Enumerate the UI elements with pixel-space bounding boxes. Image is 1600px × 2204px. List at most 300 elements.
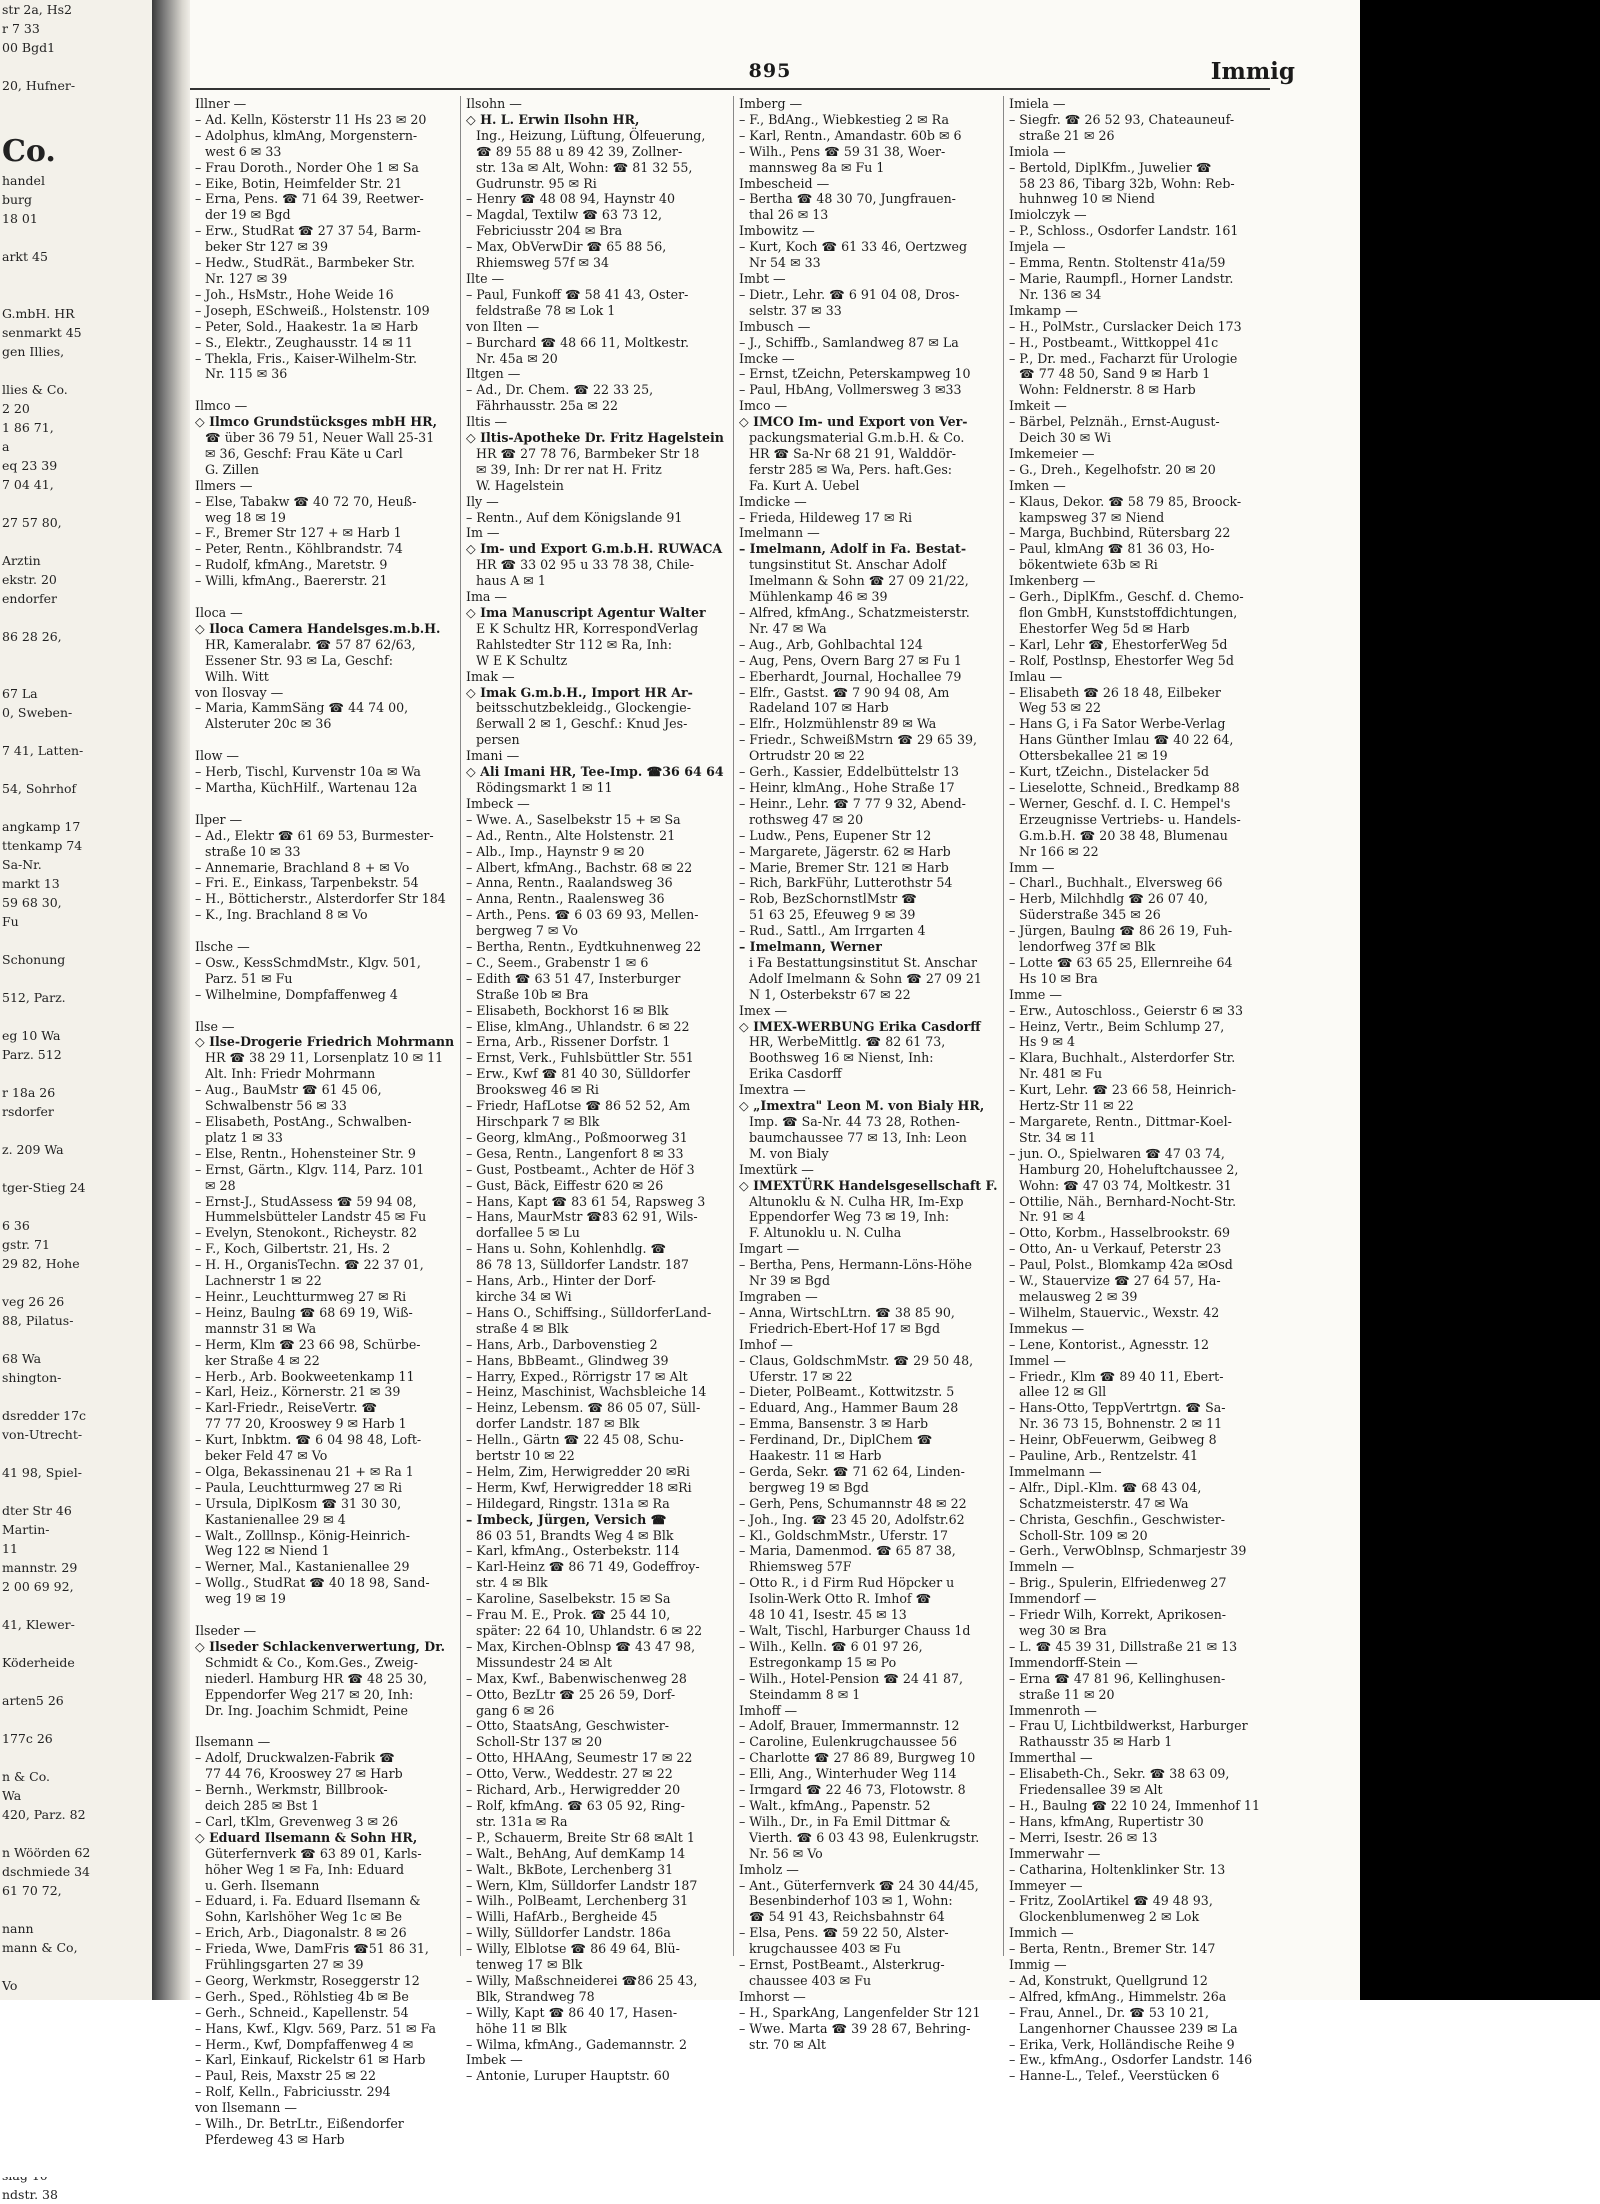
directory-entry-line: – Elisabeth ☎ 26 18 48, Eilbeker — [1009, 684, 1221, 700]
directory-entry-line: 48 10 41, Isestr. 45 ✉ 13 — [749, 1607, 907, 1623]
directory-entry-line: u. Gerh. Ilsemann — [205, 1877, 320, 1893]
previous-page-line: 2 20 — [2, 401, 30, 416]
directory-entry-line: – Peter, Sold., Haakestr. 1a ✉ Harb — [195, 318, 419, 334]
directory-entry-line: Imex — — [739, 1002, 788, 1018]
directory-entry-line: – H., SparkAng, Langenfelder Str 121 — [739, 2004, 981, 2020]
directory-entry-line: ☎ über 36 79 51, Neuer Wall 25-31 — [205, 430, 435, 446]
directory-entry-line: – Gerh., Sped., Röhlstieg 4b ✉ Be — [195, 1988, 409, 2004]
previous-page-line: ndstr. 38 — [2, 2187, 58, 2202]
directory-entry-line: – Bertha ☎ 48 30 70, Jungfrauen- — [739, 191, 956, 207]
directory-entry-line: – H., Postbeamt., Wittkoppel 41c — [1009, 334, 1219, 350]
directory-entry-line: – Kurt, tZeichn., Distelacker 5d — [1009, 764, 1210, 780]
previous-page-line: 86 28 26, — [2, 629, 62, 644]
directory-entry-line: weg 19 ✉ 19 — [205, 1591, 286, 1607]
directory-entry-line: 58 23 86, Tibarg 32b, Wohn: Reb- — [1019, 175, 1235, 191]
directory-entry-line: platz 1 ✉ 33 — [205, 1129, 283, 1145]
previous-page-line: gstr. 71 — [2, 1237, 50, 1252]
directory-entry-line: – Erw., StudRat ☎ 27 37 54, Barm- — [195, 223, 421, 239]
directory-entry-line: – Werner, Geschf. d. I. C. Hempel's — [1009, 795, 1231, 811]
directory-entry-line: selstr. 37 ✉ 33 — [749, 302, 842, 318]
directory-entry-line: 77 44 76, Krooswey 27 ✉ Harb — [205, 1766, 403, 1782]
directory-entry-line: 51 63 25, Efeuweg 9 ✉ 39 — [749, 907, 916, 923]
previous-page-line: 420, Parz. 82 — [2, 1807, 86, 1822]
directory-entry-line: Nr. 45a ✉ 20 — [476, 350, 558, 366]
directory-entry-line: – Walt., Zolllnsp., König-Heinrich- — [195, 1527, 410, 1543]
directory-entry-line: Imken — — [1009, 477, 1066, 493]
previous-page-line — [0, 494, 152, 513]
directory-entry-line: – Gust, Bäck, Eiffestr 620 ✉ 26 — [466, 1177, 664, 1193]
directory-entry-line: – Otto, An- u Verkauf, Peterstr 23 — [1009, 1241, 1222, 1257]
previous-page-line — [0, 1710, 152, 1729]
directory-entry-line: – Gesa, Rentn., Langenfort 8 ✉ 33 — [466, 1145, 684, 1161]
directory-entry-line: str. 70 ✉ Alt — [749, 2036, 826, 2052]
spacer — [195, 796, 455, 812]
directory-entry-line: – Paul, Polst., Blomkamp 42a ✉Osd — [1009, 1257, 1233, 1273]
previous-page-line — [0, 1064, 152, 1083]
directory-entry-line: Hs 10 ✉ Bra — [1019, 970, 1098, 986]
directory-entry-line: Scholl-Str 137 ✉ 20 — [476, 1734, 603, 1750]
directory-entry-line: – Imelmann, Adolf in Fa. Bestat- — [739, 541, 967, 557]
previous-page-line — [0, 1824, 152, 1843]
directory-entry-line: – Frieda, Hildeweg 17 ✉ Ri — [739, 509, 913, 525]
directory-entry-line: Eppendorfer Weg 73 ✉ 19, Inh: — [749, 1209, 950, 1225]
previous-page-edge — [0, 0, 153, 2202]
previous-page-line — [0, 1444, 152, 1463]
directory-entry-line: – Otto, Korbm., Hasselbrookstr. 69 — [1009, 1225, 1230, 1241]
directory-entry-line: – F., Koch, Gilbertstr. 21, Hs. 2 — [195, 1241, 391, 1257]
directory-entry-line: – Bertold, DiplKfm., Juwelier ☎ — [1009, 159, 1212, 175]
directory-entry-line: – Eike, Botin, Heimfelder Str. 21 — [195, 175, 403, 191]
directory-entry-line: Missundestr 24 ✉ Alt — [476, 1654, 612, 1670]
directory-entry-line: Steindamm 8 ✉ 1 — [749, 1686, 861, 1702]
directory-entry-line: – Claus, GoldschmMstr. ☎ 29 50 48, — [739, 1352, 974, 1368]
directory-entry-line: – Maria, KammSäng ☎ 44 74 00, — [195, 700, 409, 716]
directory-entry-line: Rathausstr 35 ✉ Harb 1 — [1019, 1734, 1173, 1750]
directory-entry-line: packungsmaterial G.m.b.H. & Co. — [749, 430, 965, 446]
directory-entry-line: gang 6 ✉ 26 — [476, 1702, 555, 1718]
spacer — [195, 923, 455, 939]
directory-entry-line: Besenbinderhof 103 ✉ 1, Wohn: — [749, 1893, 953, 1909]
spacer — [195, 1718, 455, 1734]
previous-page-line: r 7 33 — [2, 21, 40, 36]
directory-entry-line: – S., Elektr., Zeughausstr. 14 ✉ 11 — [195, 334, 413, 350]
book-gutter — [152, 0, 190, 2000]
directory-entry-line: – Erika, Verk, Holländische Reihe 9 — [1009, 2036, 1235, 2052]
directory-entry-line: – Erna, Pens. ☎ 71 64 39, Reetwer- — [195, 191, 424, 207]
previous-page-line: 41 98, Spiel- — [2, 1465, 82, 1480]
directory-entry-line: Imbowitz — — [739, 223, 815, 239]
directory-entry-line: – Hans, Kapt ☎ 83 61 54, Rapsweg 3 — [466, 1193, 706, 1209]
previous-page-line: shington- — [2, 1370, 62, 1385]
directory-entry-line: – Willy, Maßschneiderei ☎86 25 43, — [466, 1972, 698, 1988]
directory-entry-line: höhe 11 ✉ Blk — [476, 2020, 567, 2036]
directory-entry-line: – Klaus, Dekor. ☎ 58 79 85, Broock- — [1009, 493, 1242, 509]
directory-entry-line: Imak — — [466, 668, 515, 684]
directory-entry-line: Imme — — [1009, 986, 1062, 1002]
directory-entry-line: – Willy, Kapt ☎ 86 40 17, Hasen- — [466, 2004, 678, 2020]
directory-entry-line: – Rudolf, kfmAng., Maretstr. 9 — [195, 557, 388, 573]
previous-page-line: Sa-Nr. — [2, 857, 42, 872]
directory-entry-line: – Eduard, i. Fa. Eduard Ilsemann & — [195, 1893, 421, 1909]
directory-entry-line: – Heinr., Lehr. ☎ 7 77 9 32, Abend- — [739, 795, 966, 811]
previous-page-line: Wa — [2, 1788, 22, 1803]
directory-entry-line: bertstr 10 ✉ 22 — [476, 1448, 575, 1464]
previous-page-line: rsdorfer — [2, 1104, 54, 1119]
directory-entry-line: 86 78 13, Sülldorfer Landstr. 187 — [476, 1257, 689, 1273]
previous-page-line: 61 70 72, — [2, 1883, 62, 1898]
directory-entry-line: HR ☎ 33 02 95 u 33 78 38, Chile- — [476, 557, 694, 573]
directory-entry-line: – Ew., kfmAng., Osdorfer Landstr. 146 — [1009, 2052, 1253, 2068]
directory-entry-line: – Heinr, ObFeuerwm, Geibweg 8 — [1009, 1432, 1217, 1448]
directory-entry-line: – Wilh., PolBeamt, Lerchenberg 31 — [466, 1893, 689, 1909]
directory-entry-line: Ehestorfer Weg 5d ✉ Harb — [1019, 620, 1190, 636]
directory-entry-line: straße 11 ✉ 20 — [1019, 1686, 1115, 1702]
directory-entry-line: Imhoff — — [739, 1702, 798, 1718]
directory-entry-line: F. Altunoklu u. N. Culha — [749, 1225, 902, 1241]
directory-entry-line: – Elisabeth-Ch., Sekr. ☎ 38 63 09, — [1009, 1766, 1230, 1782]
previous-page-line — [0, 1007, 152, 1026]
directory-entry-line: N 1, Osterbekstr 67 ✉ 22 — [749, 986, 911, 1002]
directory-entry-line: Ilse — — [195, 1018, 235, 1034]
previous-page-line: endorfer — [2, 591, 57, 606]
directory-entry-line: – Kurt, Lehr. ☎ 23 66 58, Heinrich- — [1009, 1082, 1237, 1098]
directory-entry-line: – Paul, Funkoff ☎ 58 41 43, Oster- — [466, 286, 689, 302]
directory-entry-line: – Edith ☎ 63 51 47, Insterburger — [466, 970, 681, 986]
directory-entry-line: – Lieselotte, Schneid., Bredkamp 88 — [1009, 779, 1240, 795]
directory-entry-line: – Heinz, Baulng ☎ 68 69 19, Wiß- — [195, 1304, 413, 1320]
previous-page-line — [0, 646, 152, 665]
directory-entry-line: – Magdal, Textilw ☎ 63 73 12, — [466, 207, 663, 223]
directory-entry-line: Fa. Kurt A. Uebel — [749, 477, 860, 493]
directory-entry-line: – Eduard, Ang., Hammer Baum 28 — [739, 1400, 959, 1416]
directory-entry-line: – Adolphus, klmAng, Morgenstern- — [195, 127, 418, 143]
directory-entry-line: Imelmann — — [739, 525, 820, 541]
directory-entry-line: Uferstr. 17 ✉ 22 — [749, 1368, 853, 1384]
directory-entry-line: – Frau Doroth., Norder Ohe 1 ✉ Sa — [195, 159, 419, 175]
directory-entry-line: – Wilma, kfmAng., Gademannstr. 2 — [466, 2036, 687, 2052]
directory-entry-line: Estregonkamp 15 ✉ Po — [749, 1654, 897, 1670]
directory-entry-line: straße 21 ✉ 26 — [1019, 127, 1115, 143]
directory-entry-line: – Elsa, Pens. ☎ 59 22 50, Alster- — [739, 1925, 949, 1941]
previous-page-line — [0, 1273, 152, 1292]
previous-page-line — [0, 969, 152, 988]
directory-entry-line: – G., Dreh., Kegelhofstr. 20 ✉ 20 — [1009, 461, 1216, 477]
directory-entry-line: Dr. Ing. Joachim Schmidt, Peine — [205, 1702, 409, 1718]
directory-entry-line: Güterfernverk ☎ 63 89 01, Karls- — [205, 1845, 422, 1861]
directory-entry-line: Hummelsbütteler Landstr 45 ✉ Fu — [205, 1209, 427, 1225]
directory-entry-line: Nr 166 ✉ 22 — [1019, 843, 1099, 859]
directory-entry-line: – Anna, Rentn., Raalensweg 36 — [466, 891, 665, 907]
directory-entry-line: Straße 10b ✉ Bra — [476, 986, 589, 1002]
directory-entry-line: – Lotte ☎ 63 65 25, Ellernreihe 64 — [1009, 954, 1233, 970]
directory-entry-line: Imhorst — — [739, 1988, 806, 2004]
previous-page-line: Parz. 512 — [2, 1047, 62, 1062]
directory-entry-line: – Klara, Buchhalt., Alsterdorfer Str. — [1009, 1050, 1236, 1066]
directory-entry-line: bergweg 19 ✉ Bgd — [749, 1479, 869, 1495]
directory-entry-line: – Hans O., Schiffsing., SülldorferLand- — [466, 1304, 712, 1320]
previous-page-line: 88, Pilatus- — [2, 1313, 74, 1328]
directory-entry-line: – Carl, tKlm, Grevenweg 3 ✉ 26 — [195, 1813, 399, 1829]
directory-entry-line: ◇ Ima Manuscript Agentur Walter — [466, 605, 706, 620]
directory-entry-line: ◇ Ilse-Drogerie Friedrich Mohrmann — [195, 1034, 455, 1050]
previous-page-line — [0, 532, 152, 551]
previous-page-line: Fu — [2, 914, 19, 929]
previous-page-line — [0, 608, 152, 627]
directory-entry-line: persen — [476, 732, 520, 748]
directory-entry-line: – Hans G, i Fa Sator Werbe-Verlag — [1009, 716, 1226, 732]
directory-entry-line: – Wilh., Hotel-Pension ☎ 24 41 87, — [739, 1670, 963, 1686]
directory-entry-line: – Aug, Pens, Overn Barg 27 ✉ Fu 1 — [739, 652, 962, 668]
directory-entry-line: Ing., Heizung, Lüftung, Ölfeuerung, — [476, 127, 706, 143]
directory-entry-line: – Ad., Dr. Chem. ☎ 22 33 25, — [466, 382, 654, 398]
directory-entry-line: Alt. Inh: Friedr Mohrmann — [205, 1066, 376, 1082]
directory-entry-line: Wohn: ☎ 47 03 74, Moltkestr. 31 — [1019, 1177, 1232, 1193]
directory-entry-line: Imbek — — [466, 2052, 523, 2068]
previous-page-line: handel — [2, 173, 45, 188]
directory-entry-line: tenweg 17 ✉ Blk — [476, 1957, 583, 1973]
directory-entry-line: – Heinz, Vertr., Beim Schlump 27, — [1009, 1018, 1225, 1034]
directory-entry-line: – Ottilie, Näh., Bernhard-Nocht-Str. — [1009, 1193, 1237, 1209]
directory-entry-line: Hertz-Str 11 ✉ 22 — [1019, 1098, 1134, 1114]
directory-entry-line: Nr. 127 ✉ 39 — [205, 270, 288, 286]
directory-entry-line: – W., Stauervize ☎ 27 64 57, Ha- — [1009, 1273, 1221, 1289]
directory-entry-line: Alsteruter 20c ✉ 36 — [205, 716, 332, 732]
directory-entry-line: ◇ Iltis-Apotheke Dr. Fritz Hagelstein — [466, 430, 724, 446]
directory-entry-line: Weg 53 ✉ 22 — [1019, 700, 1102, 716]
directory-entry-line: Nr. 56 ✉ Vo — [749, 1845, 823, 1861]
directory-entry-line: Ilmco — — [195, 398, 248, 414]
previous-page-line: ttenkamp 74 — [2, 838, 83, 853]
directory-entry-line: – Herb, Milchhdlg ☎ 26 07 40, — [1009, 891, 1208, 907]
directory-entry-line: ◇ IMCO Im- und Export von Ver- — [739, 414, 968, 430]
column-2 — [466, 96, 726, 2084]
directory-entry-line: – Rob, BezSchornstlMstr ☎ — [739, 891, 917, 907]
directory-entry-line: – Georg, Werkmstr, Roseggerstr 12 — [195, 1972, 420, 1988]
directory-entry-line: – Hans-Otto, TeppVertrtgn. ☎ Sa- — [1009, 1400, 1226, 1416]
directory-entry-line: Brooksweg 46 ✉ Ri — [476, 1082, 599, 1098]
directory-entry-line: – Erna ☎ 47 81 96, Kellinghusen- — [1009, 1670, 1226, 1686]
directory-entry-line: i Fa Bestattungsinstitut St. Anschar — [749, 954, 978, 970]
directory-entry-line: – Wwe. Marta ☎ 39 28 67, Behring- — [739, 2020, 971, 2036]
previous-page-line: Martin- — [2, 1522, 50, 1537]
directory-entry-line: – Ludw., Pens, Eupener Str 12 — [739, 827, 932, 843]
directory-entry-line: – Hanne-L., Telef., Veerstücken 6 — [1009, 2068, 1220, 2084]
directory-entry-line: Lachnerstr 1 ✉ 22 — [205, 1273, 322, 1289]
directory-entry-line: Adolf Imelmann & Sohn ☎ 27 09 21 — [749, 970, 982, 986]
column-4 — [1009, 96, 1269, 2084]
directory-entry-line: ◇ Ilseder Schlackenverwertung, Dr. — [195, 1638, 446, 1654]
directory-entry-line: niederl. Hamburg HR ☎ 48 25 30, — [205, 1670, 428, 1686]
directory-entry-line: – Friedr., SchweißMstrn ☎ 29 65 39, — [739, 732, 978, 748]
directory-entry-line: Schatzmeisterstr. 47 ✉ Wa — [1019, 1495, 1189, 1511]
directory-entry-line: Imani — — [466, 748, 520, 764]
directory-entry-line: huhnweg 10 ✉ Niend — [1019, 191, 1155, 207]
directory-entry-line: – Bertha, Rentn., Eydtkuhnenweg 22 — [466, 939, 702, 955]
directory-entry-line: Rhiemsweg 57f ✉ 34 — [476, 255, 610, 271]
directory-entry-line: weg 18 ✉ 19 — [205, 509, 286, 525]
directory-entry-line: kirche 34 ✉ Wi — [476, 1288, 572, 1304]
directory-entry-line: Vierth. ☎ 6 03 43 98, Eulenkrugstr. — [749, 1829, 980, 1845]
directory-entry-line: – Karl, Rentn., Amandastr. 60b ✉ 6 — [739, 127, 962, 143]
directory-entry-line: Erzeugnisse Vertriebs- u. Handels- — [1019, 811, 1241, 827]
directory-entry-line: Süderstraße 345 ✉ 26 — [1019, 907, 1161, 923]
directory-entry-line: – Otto, Verw., Weddestr. 27 ✉ 22 — [466, 1766, 673, 1782]
previous-page-line: n & Co. — [2, 1769, 50, 1784]
directory-entry-line: – Frau U, Lichtbildwerkst, Harburger — [1009, 1718, 1248, 1734]
directory-entry-line: – Antonie, Luruper Hauptstr. 60 — [466, 2068, 670, 2084]
directory-entry-line: – Else, Tabakw ☎ 40 72 70, Heuß- — [195, 493, 417, 509]
directory-entry-line: ✉ 39, Inh: Dr rer nat H. Fritz — [476, 461, 662, 477]
running-headword: Immig — [1210, 58, 1295, 85]
previous-page-line — [0, 722, 152, 741]
directory-entry-line: Imbeck — — [466, 795, 530, 811]
directory-entry-line: – Rolf, kfmAng. ☎ 63 05 92, Ring- — [466, 1797, 685, 1813]
directory-entry-line: dorfer Landstr. 187 ✉ Blk — [476, 1416, 640, 1432]
directory-entry-line: – Walt., BkBote, Lerchenberg 31 — [466, 1861, 674, 1877]
directory-entry-line: – Ernst-J., StudAssess ☎ 59 94 08, — [195, 1193, 417, 1209]
directory-entry-line: – Gust, Postbeamt., Achter de Höf 3 — [466, 1161, 695, 1177]
directory-entry-line: Nr. 36 73 15, Bohnenstr. 2 ✉ 11 — [1019, 1416, 1223, 1432]
previous-page-line: 11 — [2, 1541, 18, 1556]
directory-entry-line: – H., PolMstr., Curslacker Deich 173 — [1009, 318, 1242, 334]
directory-entry-line: Nr. 115 ✉ 36 — [205, 366, 288, 382]
directory-entry-line: – Evelyn, Stenokont., Richeystr. 82 — [195, 1225, 417, 1241]
directory-entry-line: Altunoklu & N. Culha HR, Im-Exp — [749, 1193, 964, 1209]
directory-entry-line: – Kurt, Koch ☎ 61 33 46, Oertzweg — [739, 239, 968, 255]
directory-entry-line: – Caroline, Eulenkrugchaussee 56 — [739, 1734, 958, 1750]
directory-entry-line: Haakestr. 11 ✉ Harb — [749, 1448, 882, 1464]
previous-page-line — [0, 1482, 152, 1501]
directory-entry-line: Ilte — — [466, 270, 505, 286]
directory-entry-line: Immendorf — — [1009, 1591, 1097, 1607]
directory-entry-line: Immerthal — — [1009, 1750, 1093, 1766]
directory-entry-line: – Joseph, ESchweiß., Holstenstr. 109 — [195, 302, 430, 318]
directory-entry-line: – Elfr., Holzmühlenstr 89 ✉ Wa — [739, 716, 937, 732]
directory-entry-line: – J., Schiffb., Samlandweg 87 ✉ La — [739, 334, 959, 350]
directory-entry-line: – Anna, Rentn., Raalandsweg 36 — [466, 875, 673, 891]
directory-entry-line: Mühlenkamp 46 ✉ 39 — [749, 589, 888, 605]
directory-entry-line: – Wilh., Pens ☎ 59 31 38, Woer- — [739, 143, 946, 159]
directory-entry-line: – Werner, Mal., Kastanienallee 29 — [195, 1559, 410, 1575]
directory-entry-line: Ilsohn — — [466, 96, 522, 111]
directory-entry-line: – Willi, HafArb., Bergheide 45 — [466, 1909, 658, 1925]
directory-entry-line: – Heinz, Maschinist, Wachsbleiche 14 — [466, 1384, 707, 1400]
directory-entry-line: 77 77 20, Krooswey 9 ✉ Harb 1 — [205, 1416, 407, 1432]
directory-entry-line: – Walt, Tischl, Harburger Chauss 1d — [739, 1623, 971, 1638]
directory-entry-line: – Karoline, Saselbekstr. 15 ✉ Sa — [466, 1591, 671, 1607]
directory-entry-line: – Emma, Rentn. Stoltenstr 41a/59 — [1009, 255, 1226, 271]
directory-entry-line: Nr 39 ✉ Bgd — [749, 1273, 831, 1289]
directory-entry-line: – Wern, Klm, Sülldorfer Landstr 187 — [466, 1877, 698, 1893]
directory-entry-line: – Marie, Raumpfl., Horner Landstr. — [1009, 270, 1234, 286]
directory-entry-line: ◇ IMEXTÜRK Handelsgesellschaft F. — [739, 1177, 998, 1193]
previous-page-line: eg 10 Wa — [2, 1028, 61, 1043]
directory-entry-line: – Frau, Annel., Dr. ☎ 53 10 21, — [1009, 2004, 1210, 2020]
directory-entry-line: ◇ Im- und Export G.m.b.H. RUWACA — [466, 541, 723, 557]
previous-page-line — [0, 266, 152, 285]
directory-entry-line: – Aug., Arb, Gohlbachtal 124 — [739, 636, 923, 652]
directory-entry-line: – Rud., Sattl., Am Irrgarten 4 — [739, 923, 926, 939]
directory-entry-line: – Catharina, Holtenklinker Str. 13 — [1009, 1861, 1226, 1877]
directory-entry-line: – Karl-Friedr., ReiseVertr. ☎ — [195, 1400, 378, 1416]
directory-entry-line: – Martha, KüchHilf., Wartenau 12a — [195, 779, 418, 795]
directory-entry-line: – Fritz, ZoolArtikel ☎ 49 48 93, — [1009, 1893, 1213, 1909]
directory-entry-line: – Karl, Einkauf, Rickelstr 61 ✉ Harb — [195, 2052, 426, 2068]
directory-entry-line: – Marga, Buchbind, Rütersbarg 22 — [1009, 525, 1231, 541]
directory-entry-line: Hans Günther Imlau ☎ 40 22 64, — [1019, 732, 1234, 748]
previous-page-line: mannstr. 29 — [2, 1560, 78, 1575]
directory-entry-line: ßerwall 2 ✉ 1, Geschf.: Knud Jes- — [476, 716, 688, 732]
directory-entry-line: – Osw., KessSchmdMstr., Klgv. 501, — [195, 954, 421, 970]
directory-entry-line: beitsschutzbekleidg., Glockengie- — [476, 700, 692, 716]
directory-entry-line: Pferdeweg 43 ✉ Harb — [205, 2132, 345, 2147]
directory-entry-line: ◇ Eduard Ilsemann & Sohn HR, — [195, 1829, 418, 1845]
previous-page-line — [0, 57, 152, 76]
directory-entry-line: Imiola — — [1009, 143, 1066, 159]
directory-entry-line: – Charl., Buchhalt., Elversweg 66 — [1009, 875, 1223, 891]
directory-entry-line: Imcke — — [739, 350, 795, 366]
directory-entry-line: Hamburg 20, Hoheluftchaussee 2, — [1019, 1161, 1239, 1177]
directory-entry-line: HR ☎ 38 29 11, Lorsenplatz 10 ✉ 11 — [205, 1050, 444, 1066]
directory-entry-line: – Berta, Rentn., Bremer Str. 147 — [1009, 1941, 1216, 1957]
directory-entry-line: – Paul, klmAng ☎ 81 36 03, Ho- — [1009, 541, 1215, 557]
directory-entry-line: Imbusch — — [739, 318, 811, 334]
previous-page-line: gen Illies, — [2, 344, 65, 359]
previous-page-line — [0, 798, 152, 817]
previous-page-line — [0, 760, 152, 779]
directory-entry-line: – Ad., Elektr ☎ 61 69 53, Burmester- — [195, 827, 434, 843]
directory-entry-line: – Rich, BarkFühr, Lutterothstr 54 — [739, 875, 953, 891]
spacer — [195, 1607, 455, 1623]
directory-entry-line: Immeyer — — [1009, 1877, 1083, 1893]
directory-entry-line: – Elisabeth, PostAng., Schwalben- — [195, 1114, 412, 1129]
directory-entry-line: – Bärbel, Pelznäh., Ernst-August- — [1009, 414, 1220, 430]
directory-entry-line: – Peter, Rentn., Köhlbrandstr. 74 — [195, 541, 403, 557]
previous-page-line: 67 La — [2, 686, 38, 701]
directory-entry-line: Imholz — — [739, 1861, 799, 1877]
directory-entry-line: deich 285 ✉ Bst 1 — [205, 1797, 320, 1813]
previous-page-line: 27 57 80, — [2, 515, 62, 530]
directory-entry-line: – Ursula, DiplKosm ☎ 31 30 30, — [195, 1495, 402, 1511]
directory-entry-line: – Wilhelm, Stauervic., Wexstr. 42 — [1009, 1304, 1220, 1320]
directory-entry-line: Nr. 481 ✉ Fu — [1019, 1066, 1103, 1082]
directory-entry-line: Hirschpark 7 ✉ Blk — [476, 1114, 600, 1129]
directory-entry-line: Glockenblumenweg 2 ✉ Lok — [1019, 1909, 1200, 1925]
directory-entry-line: HR, Kameralabr. ☎ 57 87 62/63, — [205, 636, 416, 652]
previous-page-line: 1 86 71, — [2, 420, 54, 435]
directory-entry-line: G.m.b.H. ☎ 20 38 48, Blumenau — [1019, 827, 1228, 843]
directory-entry-line: Boothsweg 16 ✉ Nienst, Inh: — [749, 1050, 934, 1066]
directory-entry-line: – C., Seem., Grabenstr 1 ✉ 6 — [466, 954, 649, 970]
directory-entry-line: – Hans, Arb., Darbovenstieg 2 — [466, 1336, 658, 1352]
previous-page-line — [0, 1596, 152, 1615]
directory-entry-line: – Alfred, kfmAng., Himmelstr. 26a — [1009, 1988, 1227, 2004]
directory-entry-line: dorfallee 5 ✉ Lu — [476, 1225, 580, 1241]
directory-entry-line: – Friedr Wilh, Korrekt, Aprikosen- — [1009, 1607, 1227, 1623]
directory-entry-line: – Aug., BauMstr ☎ 61 45 06, — [195, 1082, 382, 1098]
directory-entry-line: Ilmers — — [195, 477, 253, 493]
directory-entry-line: Immig — — [1009, 1957, 1067, 1973]
directory-entry-line: – Max, Kwf., Babenwischenweg 28 — [466, 1670, 687, 1686]
directory-entry-line: mannsweg 8a ✉ Fu 1 — [749, 159, 885, 175]
directory-entry-line: tungsinstitut St. Anschar Adolf — [749, 557, 947, 573]
directory-entry-line: – Helm, Zim, Herwigredder 20 ✉Ri — [466, 1463, 690, 1479]
previous-page-line — [0, 361, 152, 380]
directory-entry-line: Ilow — — [195, 748, 239, 764]
directory-entry-line: feldstraße 78 ✉ Lok 1 — [476, 302, 616, 318]
directory-entry-line: – Elli, Ang., Winterhuder Weg 114 — [739, 1766, 957, 1782]
directory-entry-line: Ottersbekallee 21 ✉ 19 — [1019, 748, 1168, 764]
